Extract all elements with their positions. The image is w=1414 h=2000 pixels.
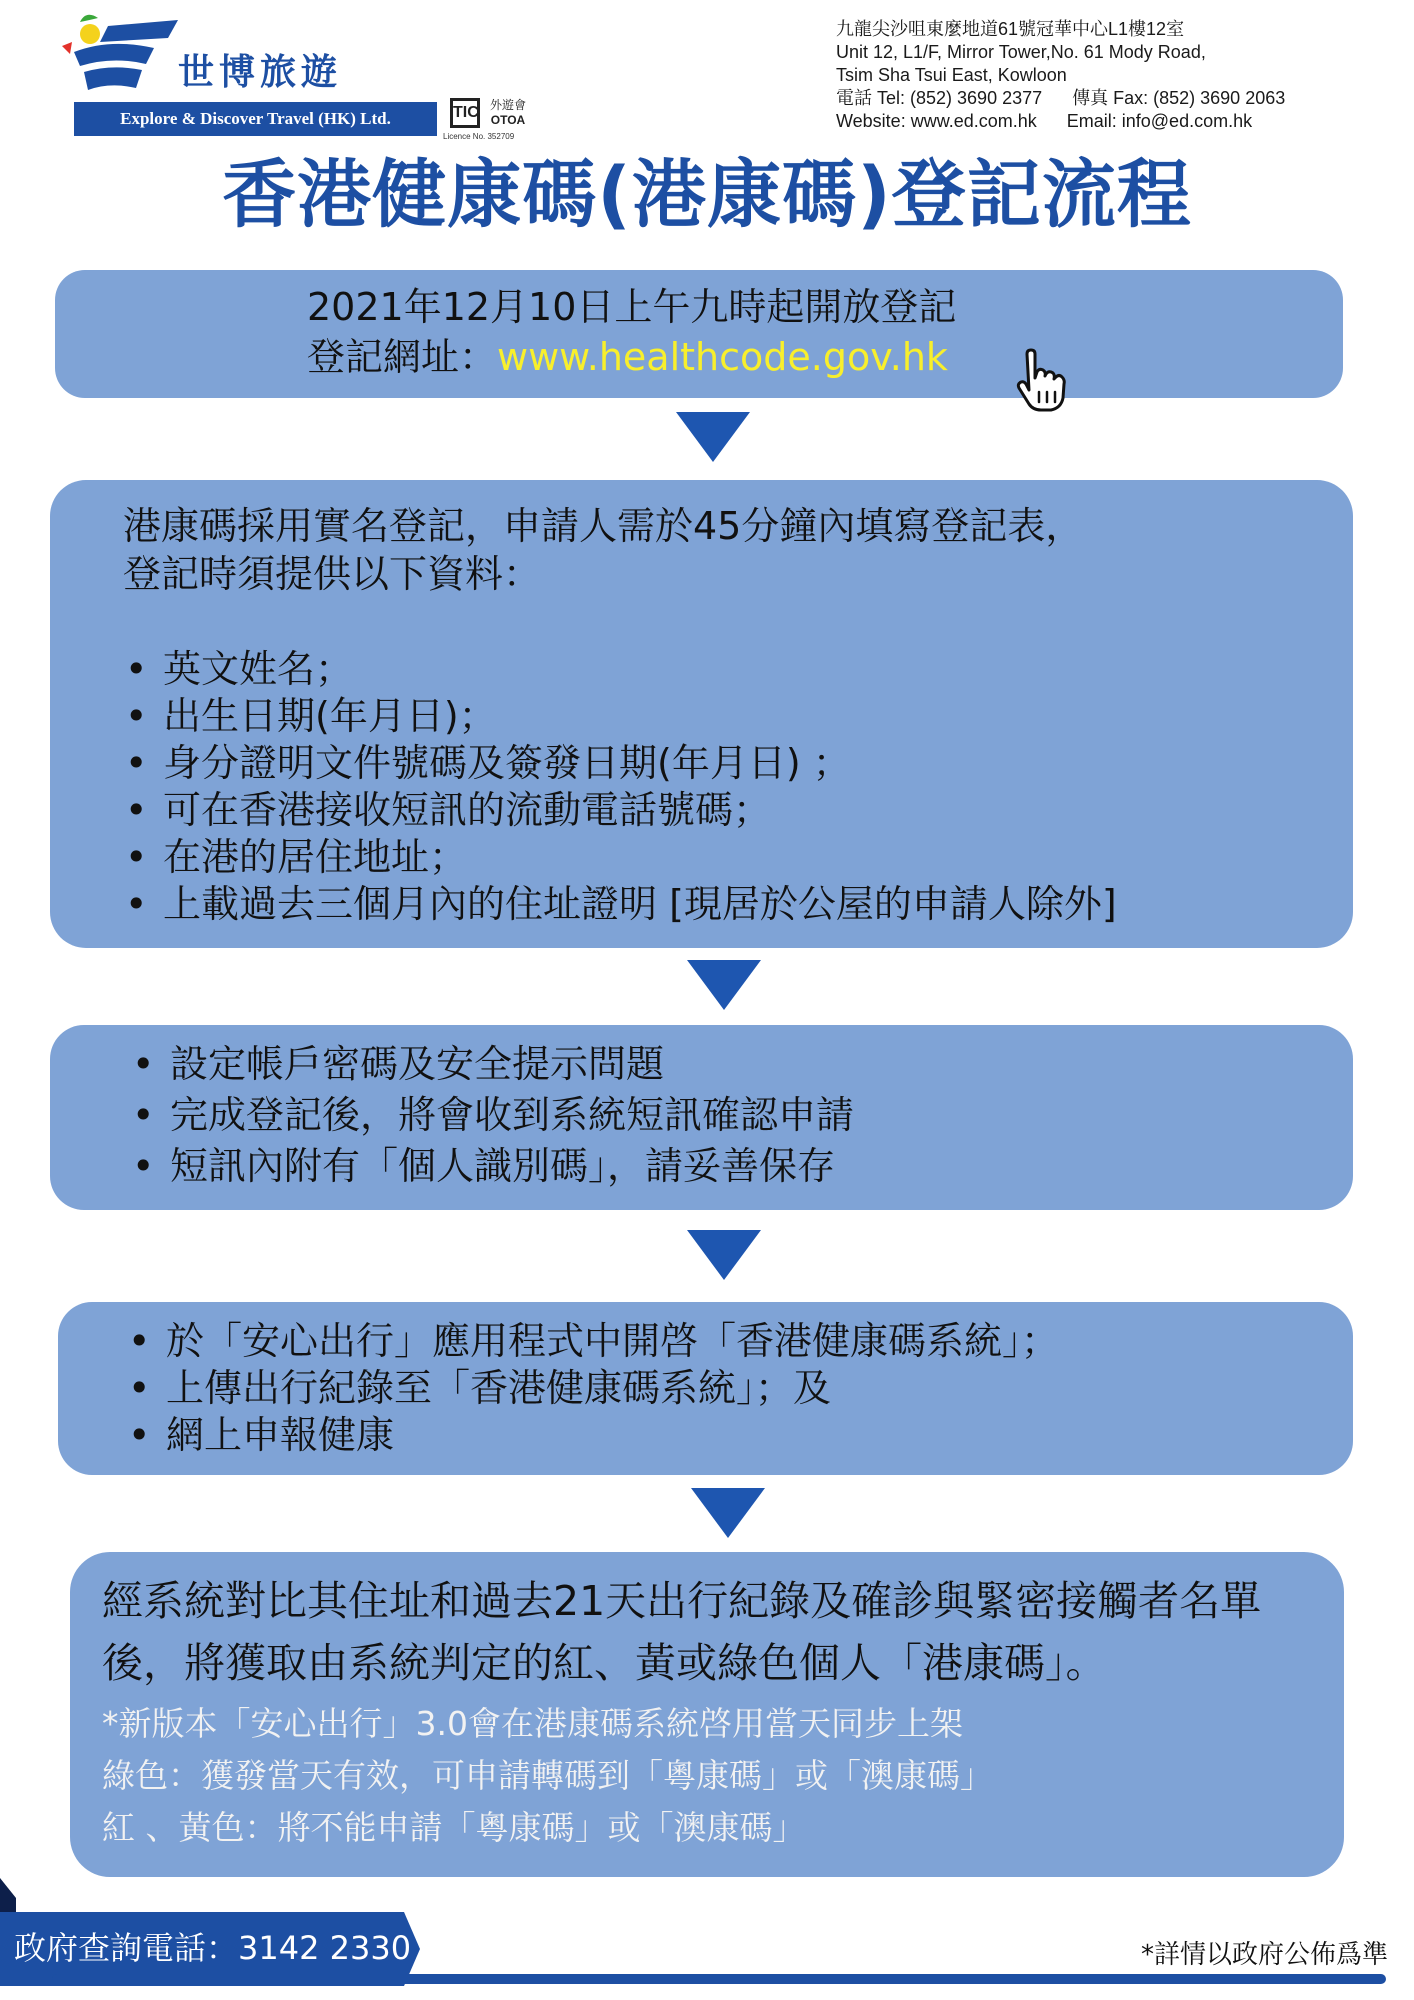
list-item: • 在港的居住地址； — [123, 834, 1117, 881]
step-3-text — [130, 1039, 854, 1192]
down-arrow-icon — [691, 1488, 765, 1538]
step-2-box — [50, 480, 1353, 948]
page-title: 香港健康碼(港康碼)登記流程 — [222, 152, 1192, 238]
company-logo — [50, 12, 526, 141]
registration-start-date: 2021年12月10日上午九時起開放登記 — [307, 285, 957, 329]
tel-fax-row — [836, 87, 1285, 110]
step-1-text — [307, 282, 956, 382]
step-4-list — [126, 1318, 1059, 1459]
government-hotline[interactable]: 政府查詢電話：3142 2330 — [14, 1929, 412, 1967]
list-item: • 出生日期(年月日)； — [123, 693, 1117, 740]
pointing-hand-icon — [1015, 348, 1077, 414]
step-4-box — [58, 1302, 1353, 1475]
step-2-intro-line-2: 登記時須提供以下資料： — [123, 552, 542, 596]
address-chinese: 九龍尖沙咀東麼地道61號冠華中心L1樓12室 — [836, 19, 1185, 39]
otoa-chinese: 外遊會 — [489, 98, 526, 112]
tic-badge: TIC — [450, 98, 480, 128]
result-description-line-2: 後，將獲取由系統判定的紅、黃或綠色個人「港康碼」。 — [102, 1639, 1107, 1687]
web-email-row — [836, 110, 1285, 133]
down-arrow-icon — [687, 1230, 761, 1280]
logo-english-name: Explore & Discover Travel (HK) Ltd. — [74, 102, 437, 136]
list-item: • 完成登記後，將會收到系統短訊確認申請 — [130, 1090, 854, 1141]
list-item: • 可在香港接收短訊的流動電話號碼； — [123, 787, 1117, 834]
url-label: 登記網址： — [307, 335, 498, 379]
green-code-note: 綠色：獲發當天有效，可申請轉碼到「粵康碼」或「澳康碼」 — [102, 1756, 993, 1795]
licence-number: Licence No. 352709 — [443, 132, 515, 141]
otoa-english: OTOA — [490, 113, 526, 127]
step-4-text — [126, 1318, 1059, 1459]
disclaimer-note: *詳情以政府公佈爲準 — [1140, 1940, 1388, 1970]
registration-url-row — [307, 332, 956, 382]
bottom-divider — [52, 1974, 1386, 1984]
list-item: • 英文姓名； — [123, 646, 1117, 693]
list-item: • 身分證明文件號碼及簽發日期(年月日) ； — [123, 740, 1117, 787]
address-english-line-1: Unit 12, L1/F, Mirror Tower,No. 61 Mody Road, — [836, 42, 1206, 62]
step-5-text — [102, 1570, 1261, 1854]
list-item: • 上載過去三個月內的住址證明 [現居於公屋的申請人除外] — [123, 881, 1117, 928]
tel-number: 電話 Tel: (852) 3690 2377 — [836, 88, 1043, 108]
website-link[interactable]: Website: www.ed.com.hk — [836, 111, 1037, 131]
email-link[interactable]: Email: info@ed.com.hk — [1066, 111, 1253, 131]
step-5-box — [70, 1552, 1344, 1877]
step-1-box — [55, 270, 1343, 398]
fax-number: 傳真 Fax: (852) 3690 2063 — [1072, 88, 1286, 108]
step-2-intro-line-1: 港康碼採用實名登記，申請人需於45分鐘內填寫登記表， — [123, 504, 1084, 548]
down-arrow-icon — [687, 960, 761, 1010]
registration-url-link[interactable]: www.healthcode.gov.hk — [497, 335, 948, 379]
otoa-badge — [486, 96, 530, 127]
contact-block — [836, 18, 1285, 133]
list-item: • 於「安心出行」應用程式中開啓「香港健康碼系統」； — [126, 1318, 1059, 1365]
red-yellow-code-note: 紅 、黃色：將不能申請「粵康碼」或「澳康碼」 — [102, 1808, 806, 1847]
logo-emblem-icon — [50, 12, 180, 102]
result-description-line-1: 經系統對比其住址和過去21天出行紀錄及確診與緊密接觸者名單 — [102, 1577, 1262, 1625]
step-2-text — [123, 502, 1117, 928]
step-3-list — [130, 1039, 854, 1192]
required-info-list — [123, 646, 1117, 928]
down-arrow-icon — [676, 412, 750, 462]
logo-chinese-name: 世博旅遊 — [178, 51, 343, 93]
app-update-note: *新版本「安心出行」3.0會在港康碼系統啓用當天同步上架 — [102, 1704, 963, 1743]
list-item: • 短訊內附有「個人識別碼」，請妥善保存 — [130, 1141, 854, 1192]
step-3-box — [50, 1025, 1353, 1210]
address-english-line-2: Tsim Sha Tsui East, Kowloon — [836, 65, 1067, 85]
list-item: • 上傳出行紀錄至「香港健康碼系統」；及 — [126, 1365, 1059, 1412]
list-item: • 網上申報健康 — [126, 1412, 1059, 1459]
list-item: • 設定帳戶密碼及安全提示問題 — [130, 1039, 854, 1090]
